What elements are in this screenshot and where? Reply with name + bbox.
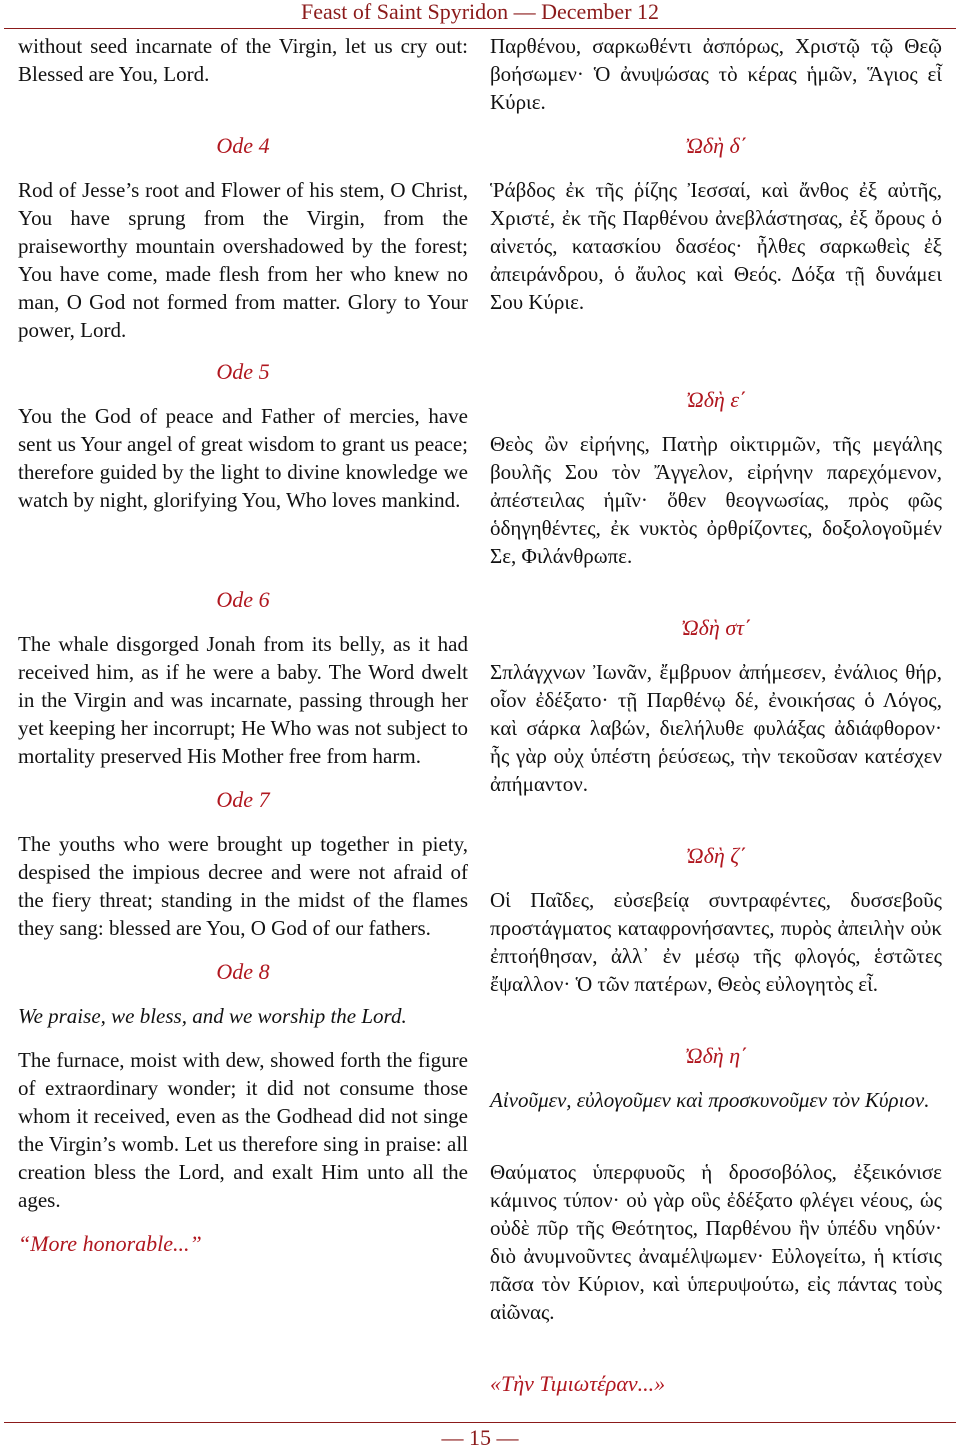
ode5-text-greek: Θεὸς ὢν εἰρήνης, Πατὴρ οἰκτιρμῶν, τῆς μεγάλης βουλῆς Σου τὸν Ἄγγελον, εἰρήνην παρεχόμενον, ἀπέστειλας ἡμῖν· ὅθεν θεογνωσίας, πρὸς φῶς ὁδηγηθέντες, ἐκ νυκτὸς ὀρθρίζοντες, δοξολογοῦμέν Σε, Φιλάνθρωπε. [490, 432, 942, 568]
ode4-text: Rod of Jesse’s root and Flower of his stem, O Christ, You have sprung from the Virgin, from the praiseworthy mountain overshadowed by the forest; You have come, made flesh from her who knew no man, O God not formed from matter. Glory to Your power, Lord. [18, 178, 468, 342]
greek-column [490, 32, 942, 1398]
ode4-heading-greek: Ὠδὴ δ΄ [684, 133, 748, 158]
ode8-refrain: We praise, we bless, and we worship the Lord. [18, 1004, 407, 1028]
ode6-heading-greek: Ὠδὴ στ΄ [680, 615, 752, 640]
ode7-heading-greek: Ὠδὴ ζ΄ [685, 843, 747, 868]
ode8-text-greek: Θαύματος ὑπερφυοῦς ἡ δροσοβόλος, ἐξεικόνισε κάμινος τύπον· οὐ γὰρ οὓς ἐδέξατο φλέγει νέους, ὡς οὐδὲ πῦρ τῆς Θεότητος, Παρθένου ἣν ὑπέδυ νηδύν· διὸ ἀνυμνοῦντες ἀναμέλψωμεν· Εὐλογείτω, ἡ κτίσις πᾶσα τὸν Κύριον, καὶ ὑπερυψούτω, εἰς πάντας τοὺς αἰῶνας. [490, 1160, 942, 1324]
intro-text-greek: Παρθένου, σαρκωθέντι ἀσπόρως, Χριστῷ τῷ Θεῷ βοήσωμεν· Ὁ ἀνυψώσας τὸ κέρας ἡμῶν, Ἅγιος εἶ Κύριε. [490, 34, 942, 114]
ode8-heading-greek: Ὠδὴ η΄ [684, 1043, 748, 1068]
ode6-heading: Ode 6 [216, 587, 270, 612]
footer-divider [4, 1422, 956, 1423]
page-number: — 15 — [441, 1425, 519, 1450]
closing-line-greek: «Τὴν Τιμιωτέραν...» [490, 1371, 666, 1396]
ode5-heading: Ode 5 [216, 359, 270, 384]
closing-line: “More honorable...” [18, 1231, 202, 1256]
ode7-heading: Ode 7 [216, 787, 270, 812]
ode5-heading-greek: Ὠδὴ ε΄ [685, 387, 747, 412]
ode8-text: The furnace, moist with dew, showed forth the figure of extraordinary wonder; it did not consume those whom it received, even as the Godhead did not singe the Virgin’s womb. Let us therefore sing in praise: all creation bless the Lord, and exalt Him unto all the ages. [18, 1048, 468, 1212]
ode8-heading: Ode 8 [216, 959, 270, 984]
ode7-text-greek: Οἱ Παῖδες, εὐσεβείᾳ συντραφέντες, δυσσεβοῦς προστάγματος καταφρονήσαντες, πυρὸς ἀπειλὴν οὐκ ἐπτοήθησαν, ἀλλ᾽ ἐν μέσῳ τῆς φλογός, ἑστῶτες ἔψαλλον· Ὁ τῶν πατέρων, Θεὸς εὐλογητὸς εἶ. [490, 888, 942, 996]
page-header: Feast of Saint Spyridon — December 12 [300, 0, 660, 24]
ode7-text: The youths who were brought up together in piety, despised the impious decree and were not afraid of the fiery threat; standing in the midst of the flames they sang: blessed are You, O God of our fathers. [18, 832, 468, 940]
ode4-text-greek: Ῥάβδος ἐκ τῆς ῥίζης Ἰεσσαί, καὶ ἄνθος ἐξ αὐτῆς, Χριστέ, ἐκ τῆς Παρθένου ἀνεβλάστησας, ἐξ ὄρους ὁ αἰνετός, κατασκίου δασέος· ἦλθες σαρκωθεὶς ἐξ ἀπειράνδρου, ὁ ἄυλος καὶ Θεός. Δόξα τῇ δυνάμει Σου Κύριε. [490, 178, 942, 314]
ode6-text-greek: Σπλάγχνων Ἰωνᾶν, ἔμβρυον ἀπήμεσεν, ἐνάλιος θήρ, οἷον ἐδέξατο· τῇ Παρθένῳ δέ, ἐνοικήσας ὁ Λόγος, καὶ σάρκα λαβών, διελήλυθε φυλάξας ἀδιάφθορον· ἧς γὰρ οὐχ ὑπέστη ῥεύσεως, τὴν τεκοῦσαν κατέσχεν ἀπήμαντον. [490, 660, 942, 796]
intro-text: without seed incarnate of the Virgin, let us cry out: Blessed are You, Lord. [18, 34, 468, 86]
header-divider [4, 28, 956, 29]
ode5-text: You the God of peace and Father of mercies, have sent us Your angel of great wisdom to grant us peace; therefore guided by the light to divine knowledge we watch by night, glorifying You, Who loves mankind. [18, 404, 468, 512]
english-column [18, 32, 468, 1258]
ode6-text: The whale disgorged Jonah from its belly, as it had received him, as if he were a baby. The Word dwelt in the Virgin and was incarnate, passing through her yet keeping her incorrupt; He Who was not subject to mortality preserved His Mother free from harm. [18, 632, 468, 768]
ode4-heading: Ode 4 [216, 133, 270, 158]
ode8-refrain-greek: Αἰνοῦμεν, εὐλογοῦμεν καὶ προσκυνοῦμεν τὸν Κύριον. [490, 1088, 930, 1112]
